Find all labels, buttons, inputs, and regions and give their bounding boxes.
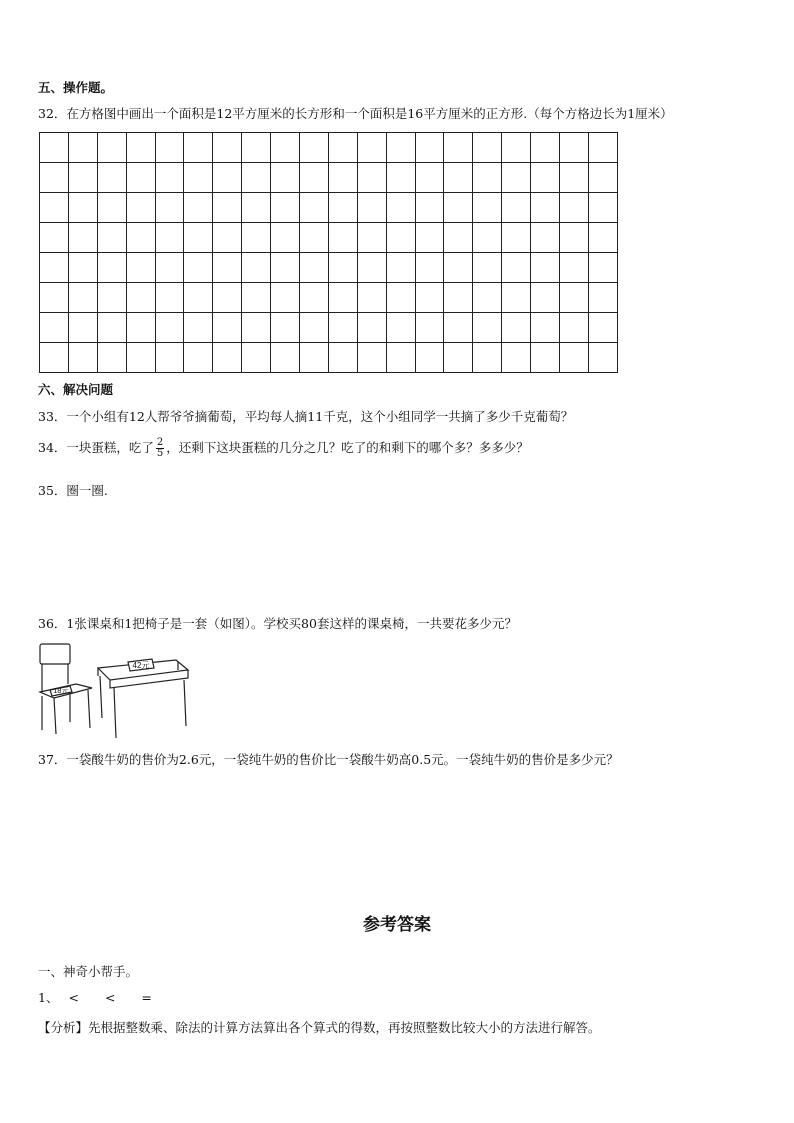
- grid-cell[interactable]: [387, 223, 416, 253]
- grid-cell[interactable]: [127, 133, 156, 163]
- square-grid[interactable]: [39, 132, 618, 373]
- grid-cell[interactable]: [560, 193, 589, 223]
- grid-cell[interactable]: [213, 223, 242, 253]
- grid-cell[interactable]: [444, 223, 473, 253]
- grid-cell[interactable]: [98, 253, 127, 283]
- grid-cell[interactable]: [416, 253, 445, 283]
- grid-cell[interactable]: [444, 313, 473, 343]
- grid-cell[interactable]: [358, 343, 387, 373]
- grid-cell[interactable]: [69, 283, 98, 313]
- grid-cell[interactable]: [416, 193, 445, 223]
- grid-cell[interactable]: [589, 313, 618, 343]
- grid-cell[interactable]: [98, 313, 127, 343]
- grid-cell[interactable]: [156, 313, 185, 343]
- grid-cell[interactable]: [531, 223, 560, 253]
- grid-cell[interactable]: [69, 193, 98, 223]
- grid-cell[interactable]: [358, 313, 387, 343]
- grid-cell[interactable]: [502, 193, 531, 223]
- grid-cell[interactable]: [560, 313, 589, 343]
- grid-cell[interactable]: [387, 163, 416, 193]
- grid-cell[interactable]: [40, 223, 69, 253]
- grid-cell[interactable]: [329, 133, 358, 163]
- grid-cell[interactable]: [271, 163, 300, 193]
- grid-cell[interactable]: [40, 163, 69, 193]
- grid-cell[interactable]: [69, 133, 98, 163]
- grid-cell[interactable]: [444, 253, 473, 283]
- grid-cell[interactable]: [300, 133, 329, 163]
- grid-cell[interactable]: [589, 343, 618, 373]
- grid-cell[interactable]: [531, 133, 560, 163]
- grid-cell[interactable]: [444, 193, 473, 223]
- grid-cell[interactable]: [531, 193, 560, 223]
- grid-cell[interactable]: [300, 343, 329, 373]
- grid-cell[interactable]: [271, 133, 300, 163]
- grid-cell[interactable]: [329, 193, 358, 223]
- grid-cell[interactable]: [589, 193, 618, 223]
- grid-cell[interactable]: [69, 223, 98, 253]
- grid-cell[interactable]: [416, 343, 445, 373]
- grid-cell[interactable]: [531, 343, 560, 373]
- grid-cell[interactable]: [502, 133, 531, 163]
- grid-cell[interactable]: [271, 223, 300, 253]
- grid-cell[interactable]: [560, 133, 589, 163]
- grid-cell[interactable]: [156, 133, 185, 163]
- grid-cell[interactable]: [184, 283, 213, 313]
- grid-cell[interactable]: [213, 133, 242, 163]
- grid-cell[interactable]: [560, 163, 589, 193]
- grid-cell[interactable]: [589, 253, 618, 283]
- grid-cell[interactable]: [213, 193, 242, 223]
- grid-cell[interactable]: [40, 193, 69, 223]
- grid-cell[interactable]: [473, 313, 502, 343]
- grid-cell[interactable]: [156, 223, 185, 253]
- grid-cell[interactable]: [473, 193, 502, 223]
- fraction-denominator: 5: [156, 448, 164, 459]
- analysis-tag: 【分析】: [38, 1020, 89, 1035]
- grid-cell[interactable]: [271, 343, 300, 373]
- grid-cell[interactable]: [589, 223, 618, 253]
- grid-cell[interactable]: [242, 253, 271, 283]
- grid-cell[interactable]: [473, 223, 502, 253]
- grid-cell[interactable]: [40, 253, 69, 283]
- grid-cell[interactable]: [329, 313, 358, 343]
- grid-cell[interactable]: [184, 223, 213, 253]
- grid-cell[interactable]: [127, 223, 156, 253]
- grid-cell[interactable]: [98, 343, 127, 373]
- section-heading-solve: 六、解决问题: [38, 382, 114, 397]
- grid-cell[interactable]: [300, 283, 329, 313]
- grid-cell[interactable]: [213, 283, 242, 313]
- grid-cell[interactable]: [358, 253, 387, 283]
- grid-cell[interactable]: [213, 313, 242, 343]
- grid-cell[interactable]: [213, 253, 242, 283]
- chair-price-label: 18元: [53, 686, 69, 695]
- grid-cell[interactable]: [40, 133, 69, 163]
- question-33: 33．一个小组有12人帮爷爷摘葡萄，平均每人摘11千克，这个小组同学一共摘了多少千克葡萄？: [38, 409, 574, 424]
- fraction-two-fifths: [156, 438, 164, 459]
- grid-cell[interactable]: [271, 313, 300, 343]
- grid-cell[interactable]: [387, 313, 416, 343]
- grid-cell[interactable]: [502, 253, 531, 283]
- section-heading-operation: 五、操作题。: [38, 80, 114, 95]
- grid-cell[interactable]: [329, 163, 358, 193]
- answer-1-prefix: 1、: [38, 990, 59, 1005]
- grid-cell[interactable]: [589, 283, 618, 313]
- grid-cell[interactable]: [473, 163, 502, 193]
- grid-cell[interactable]: [387, 283, 416, 313]
- grid-cell[interactable]: [387, 133, 416, 163]
- grid-cell[interactable]: [184, 133, 213, 163]
- desk-chair-illustration: [36, 640, 196, 740]
- grid-cell[interactable]: [531, 283, 560, 313]
- answer-symbol-2: <: [104, 990, 116, 1005]
- grid-cell[interactable]: [473, 253, 502, 283]
- grid-cell[interactable]: [156, 253, 185, 283]
- question-37: 37．一袋酸牛奶的售价为2.6元，一袋纯牛奶的售价比一袋酸牛奶高0.5元。一袋纯牛奶的售价是多少元？: [38, 752, 619, 767]
- grid-cell[interactable]: [444, 343, 473, 373]
- grid-cell[interactable]: [444, 163, 473, 193]
- grid-cell[interactable]: [213, 163, 242, 193]
- answer-section-heading: 一、神奇小帮手。: [38, 964, 139, 979]
- grid-cell[interactable]: [329, 283, 358, 313]
- answer-symbol-1: <: [68, 990, 79, 1005]
- answer-1: [38, 988, 178, 1006]
- grid-cell[interactable]: [271, 193, 300, 223]
- fraction-numerator: 2: [156, 437, 164, 448]
- grid-cell[interactable]: [473, 283, 502, 313]
- analysis-line: [38, 1018, 601, 1036]
- grid-cell[interactable]: [242, 163, 271, 193]
- grid-cell[interactable]: [358, 283, 387, 313]
- question-36: 36．1张课桌和1把椅子是一套（如图）。学校买80套这样的课桌椅，一共要花多少元？: [38, 616, 517, 631]
- answer-symbol-3: =: [141, 990, 152, 1005]
- grid-cell[interactable]: [242, 313, 271, 343]
- grid-cell[interactable]: [156, 163, 185, 193]
- grid-cell[interactable]: [329, 343, 358, 373]
- grid-cell[interactable]: [98, 283, 127, 313]
- desk-price-label: 42元: [132, 661, 150, 670]
- grid-cell[interactable]: [358, 223, 387, 253]
- grid-cell[interactable]: [184, 163, 213, 193]
- grid-cell[interactable]: [589, 133, 618, 163]
- grid-cell[interactable]: [329, 253, 358, 283]
- grid-cell[interactable]: [560, 253, 589, 283]
- grid-cell[interactable]: [502, 283, 531, 313]
- grid-cell[interactable]: [271, 253, 300, 283]
- grid-cell[interactable]: [242, 223, 271, 253]
- grid-cell[interactable]: [329, 223, 358, 253]
- grid-cell[interactable]: [184, 193, 213, 223]
- grid-cell[interactable]: [127, 253, 156, 283]
- grid-cell[interactable]: [589, 163, 618, 193]
- grid-cell[interactable]: [156, 283, 185, 313]
- question-34: [38, 438, 529, 459]
- grid-cell[interactable]: [502, 313, 531, 343]
- grid-cell[interactable]: [358, 163, 387, 193]
- grid-cell[interactable]: [69, 163, 98, 193]
- grid-cell[interactable]: [416, 223, 445, 253]
- grid-cell[interactable]: [531, 163, 560, 193]
- grid-cell[interactable]: [502, 163, 531, 193]
- grid-cell[interactable]: [69, 253, 98, 283]
- grid-cell[interactable]: [560, 343, 589, 373]
- grid-cell[interactable]: [69, 343, 98, 373]
- grid-cell[interactable]: [560, 223, 589, 253]
- grid-cell[interactable]: [242, 133, 271, 163]
- q34-text-after: ，还剩下这块蛋糕的几分之几？吃了的和剩下的哪个多？多多少？: [166, 440, 529, 455]
- grid-cell[interactable]: [40, 313, 69, 343]
- analysis-text: 先根据整数乘、除法的计算方法算出各个算式的得数，再按照整数比较大小的方法进行解答。: [88, 1020, 601, 1035]
- grid-cell[interactable]: [502, 343, 531, 373]
- grid-cell[interactable]: [184, 313, 213, 343]
- grid-cell[interactable]: [300, 253, 329, 283]
- grid-cell[interactable]: [300, 223, 329, 253]
- grid-cell[interactable]: [473, 343, 502, 373]
- grid-cell[interactable]: [127, 193, 156, 223]
- grid-cell[interactable]: [416, 283, 445, 313]
- grid-cell[interactable]: [416, 133, 445, 163]
- grid-cell[interactable]: [156, 343, 185, 373]
- grid-cell[interactable]: [416, 313, 445, 343]
- grid-cell[interactable]: [98, 193, 127, 223]
- grid-cell[interactable]: [444, 133, 473, 163]
- grid-cell[interactable]: [387, 253, 416, 283]
- grid-cell[interactable]: [213, 343, 242, 373]
- grid-cell[interactable]: [98, 133, 127, 163]
- grid-cell[interactable]: [242, 343, 271, 373]
- grid-cell[interactable]: [416, 163, 445, 193]
- grid-cell[interactable]: [531, 313, 560, 343]
- grid-cell[interactable]: [69, 313, 98, 343]
- grid-cell[interactable]: [127, 283, 156, 313]
- grid-cell[interactable]: [184, 253, 213, 283]
- grid-cell[interactable]: [300, 313, 329, 343]
- grid-cell[interactable]: [127, 163, 156, 193]
- grid-cell[interactable]: [387, 343, 416, 373]
- grid-cell[interactable]: [242, 283, 271, 313]
- grid-cell[interactable]: [40, 283, 69, 313]
- question-32: 32．在方格图中画出一个面积是12平方厘米的长方形和一个面积是16平方厘米的正方形.（每个方格边长为1厘米）: [38, 106, 673, 121]
- q34-text-before: 34．一块蛋糕，吃了: [38, 440, 154, 455]
- grid-cell[interactable]: [387, 193, 416, 223]
- grid-cell[interactable]: [358, 193, 387, 223]
- grid-cell[interactable]: [300, 163, 329, 193]
- grid-cell[interactable]: [98, 163, 127, 193]
- grid-cell[interactable]: [502, 223, 531, 253]
- grid-cell[interactable]: [156, 193, 185, 223]
- grid-cell[interactable]: [300, 193, 329, 223]
- grid-cell[interactable]: [531, 253, 560, 283]
- grid-cell[interactable]: [271, 283, 300, 313]
- grid-cell[interactable]: [444, 283, 473, 313]
- grid-cell[interactable]: [560, 283, 589, 313]
- desk-drawing: [98, 659, 188, 738]
- grid-cell[interactable]: [242, 193, 271, 223]
- grid-cell[interactable]: [184, 343, 213, 373]
- grid-cell[interactable]: [473, 133, 502, 163]
- grid-cell[interactable]: [127, 313, 156, 343]
- grid-cell[interactable]: [40, 343, 69, 373]
- question-35: 35．圈一圈.: [38, 483, 108, 498]
- answer-key-title: 参考答案: [363, 915, 431, 935]
- grid-cell[interactable]: [98, 223, 127, 253]
- grid-cell[interactable]: [358, 133, 387, 163]
- grid-cell[interactable]: [127, 343, 156, 373]
